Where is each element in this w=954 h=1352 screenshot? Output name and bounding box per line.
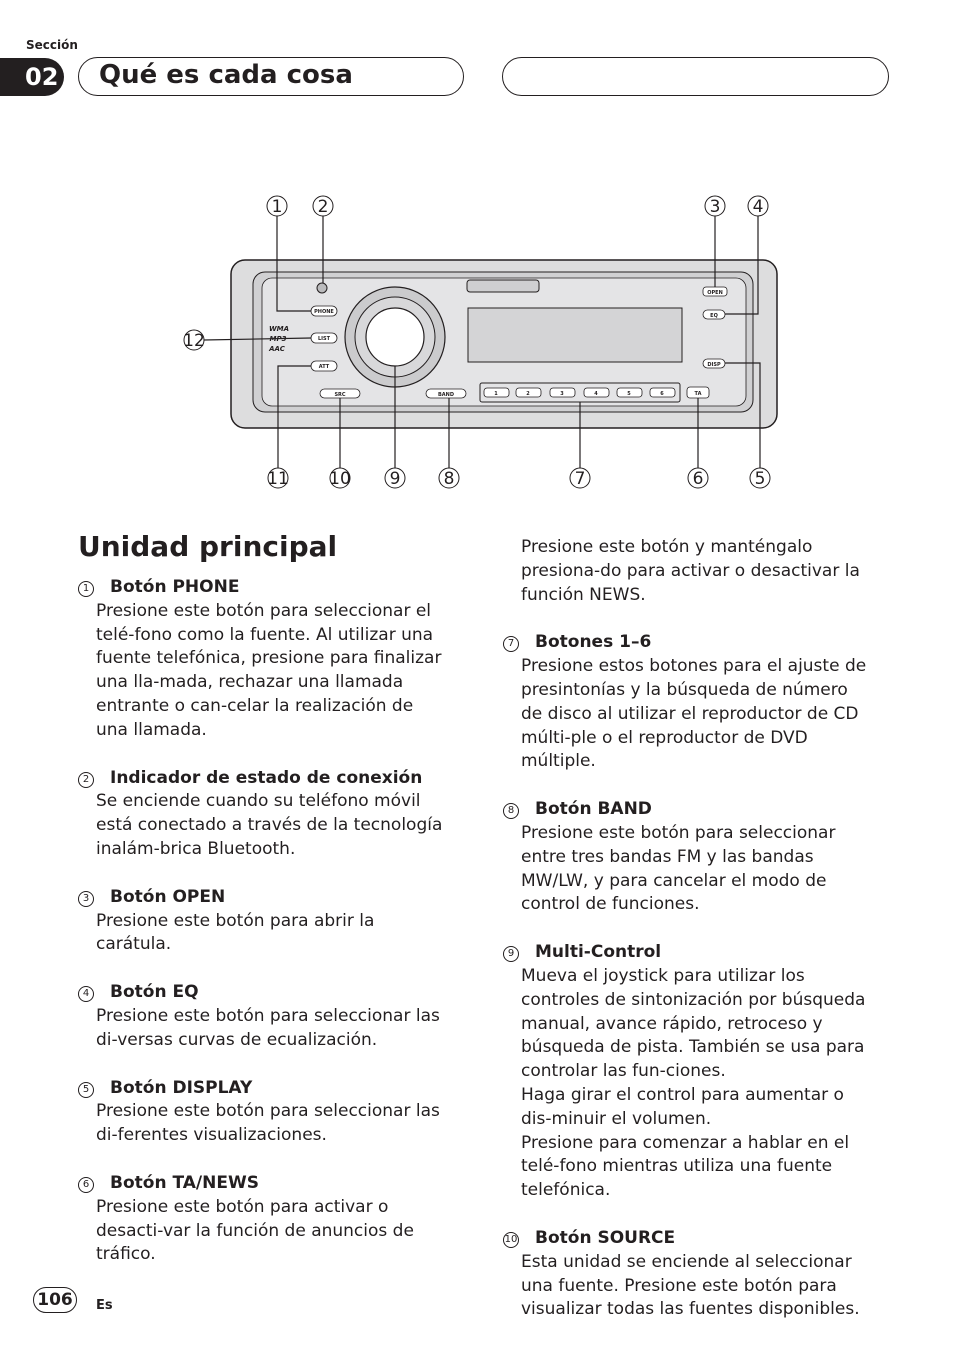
section-label: Sección [26, 38, 78, 52]
src-button[interactable]: SRC [334, 392, 346, 398]
format-label-aac: AAC [269, 345, 285, 353]
item-label: Botones 1–6 [535, 632, 652, 653]
head-unit-body [231, 260, 777, 428]
item-text-2: Haga girar el control para aumentar o dis-minuir el volumen. [521, 1084, 844, 1129]
disp-button[interactable]: DISP [707, 362, 721, 368]
blank-title-box [502, 57, 889, 96]
left-column [78, 576, 448, 1291]
open-button[interactable]: OPEN [707, 290, 723, 296]
callout-9: 9 [389, 469, 401, 489]
item-connection-indicator [78, 767, 448, 862]
item-number: 4 [78, 986, 94, 1002]
item-label: Botón OPEN [110, 886, 226, 907]
format-label-mp3: MP3 [269, 335, 287, 343]
item-label: Botón EQ [110, 982, 199, 1003]
att-button[interactable]: ATT [318, 364, 330, 370]
preset-1-button[interactable]: 1 [494, 391, 498, 397]
head-unit-diagram [170, 190, 790, 500]
preset-3-button[interactable]: 3 [560, 391, 564, 397]
item-label: Botón SOURCE [535, 1227, 676, 1248]
eq-button[interactable]: EQ [710, 313, 718, 319]
ta-button[interactable]: TA [694, 391, 702, 397]
preset-2-button[interactable]: 2 [526, 391, 530, 397]
band-button[interactable]: BAND [437, 392, 455, 398]
list-button[interactable]: LIST [317, 336, 331, 342]
callout-1: 1 [271, 197, 283, 217]
item-open [78, 886, 448, 957]
callout-6: 6 [692, 469, 704, 489]
item-number: 9 [503, 946, 519, 962]
language-label: Es [96, 1298, 113, 1313]
item-text: Esta unidad se enciende al seleccionar una fuente. Presione este botón para visualizar todas las fuentes disponibles. [521, 1251, 860, 1320]
callout-4: 4 [752, 197, 764, 217]
item-number: 10 [503, 1232, 519, 1248]
item-text: Se enciende cuando su teléfono móvil está conectado a través de la tecnología inalám-brica Bluetooth. [96, 791, 443, 859]
item-text: Presione estos botones para el ajuste de presintonías y la búsqueda de número de disco al utilizar el reproductor de CD múlti-ple o el reproductor de DVD múltiple. [521, 656, 867, 772]
item-text: Presione este botón para seleccionar el telé-fono como la fuente. Al utilizar una fuente telefónica, presione para finalizar una lla-mada, rechazar una llamada entrante o can-celar la realización de una llamada. [96, 600, 442, 740]
main-heading: Unidad principal [78, 530, 338, 563]
callout-3: 3 [709, 197, 721, 217]
item-presets [503, 631, 873, 774]
item-number: 8 [503, 803, 519, 819]
item-text: Mueva el joystick para utilizar los controles de sintonización por búsqueda manual, avance rápido, retroceso y búsqueda de pista. También se usa para controlar las fun-ciones. [521, 965, 866, 1082]
item-number: 6 [78, 1177, 94, 1193]
item-text: Presione este botón para abrir la carátula. [96, 910, 375, 955]
item-text-3: Presione para comenzar a hablar en el telé-fono mientras utiliza una fuente telefónica. [521, 1132, 850, 1201]
item-multi-control [503, 941, 873, 1203]
item-ta-news-continuation: Presione este botón y manténgalo presiona-do para activar o desactivar la función NEWS. [521, 537, 860, 605]
item-text: Presione este botón para seleccionar las di-versas curvas de ecualización. [96, 1005, 440, 1050]
item-text: Presione este botón para activar o desacti-var la función de anuncios de tráfico. [96, 1196, 414, 1265]
preset-5-button[interactable]: 5 [627, 391, 631, 397]
item-text: Presione este botón para seleccionar las di-ferentes visualizaciones. [96, 1101, 440, 1146]
item-label: Botón DISPLAY [110, 1077, 253, 1098]
section-title: Qué es cada cosa [99, 60, 353, 90]
callout-11: 11 [267, 469, 289, 489]
item-label: Multi-Control [535, 942, 662, 963]
item-ta-news [78, 1172, 448, 1267]
item-number: 1 [78, 581, 94, 597]
item-source [503, 1227, 873, 1322]
item-band [503, 798, 873, 917]
item-number: 5 [78, 1082, 94, 1098]
callout-12: 12 [183, 331, 205, 351]
item-label: Botón TA/NEWS [110, 1172, 259, 1193]
callout-2: 2 [317, 197, 329, 217]
page-number: 106 [33, 1287, 77, 1313]
item-eq [78, 981, 448, 1052]
callout-10: 10 [329, 469, 351, 489]
item-display [78, 1077, 448, 1148]
right-column [503, 536, 873, 1346]
item-number: 7 [503, 636, 519, 652]
item-text: Presione este botón para seleccionar entre tres bandas FM y las bandas MW/LW, y para cancelar el modo de control de funciones. [521, 822, 836, 915]
section-number-badge: 02 [0, 58, 64, 96]
section-title-box [78, 57, 464, 96]
item-label: Indicador de estado de conexión [110, 767, 423, 788]
phone-button[interactable]: PHONE [314, 309, 334, 315]
callout-8: 8 [443, 469, 455, 489]
item-number: 2 [78, 772, 94, 788]
preset-6-button[interactable]: 6 [660, 391, 664, 397]
callout-7: 7 [574, 469, 586, 489]
item-phone [78, 576, 448, 743]
item-number: 3 [78, 891, 94, 907]
preset-4-button[interactable]: 4 [594, 391, 598, 397]
item-label: Botón PHONE [110, 577, 240, 597]
format-label-wma: WMA [268, 325, 290, 333]
callout-5: 5 [754, 469, 766, 489]
item-label: Botón BAND [535, 799, 652, 820]
